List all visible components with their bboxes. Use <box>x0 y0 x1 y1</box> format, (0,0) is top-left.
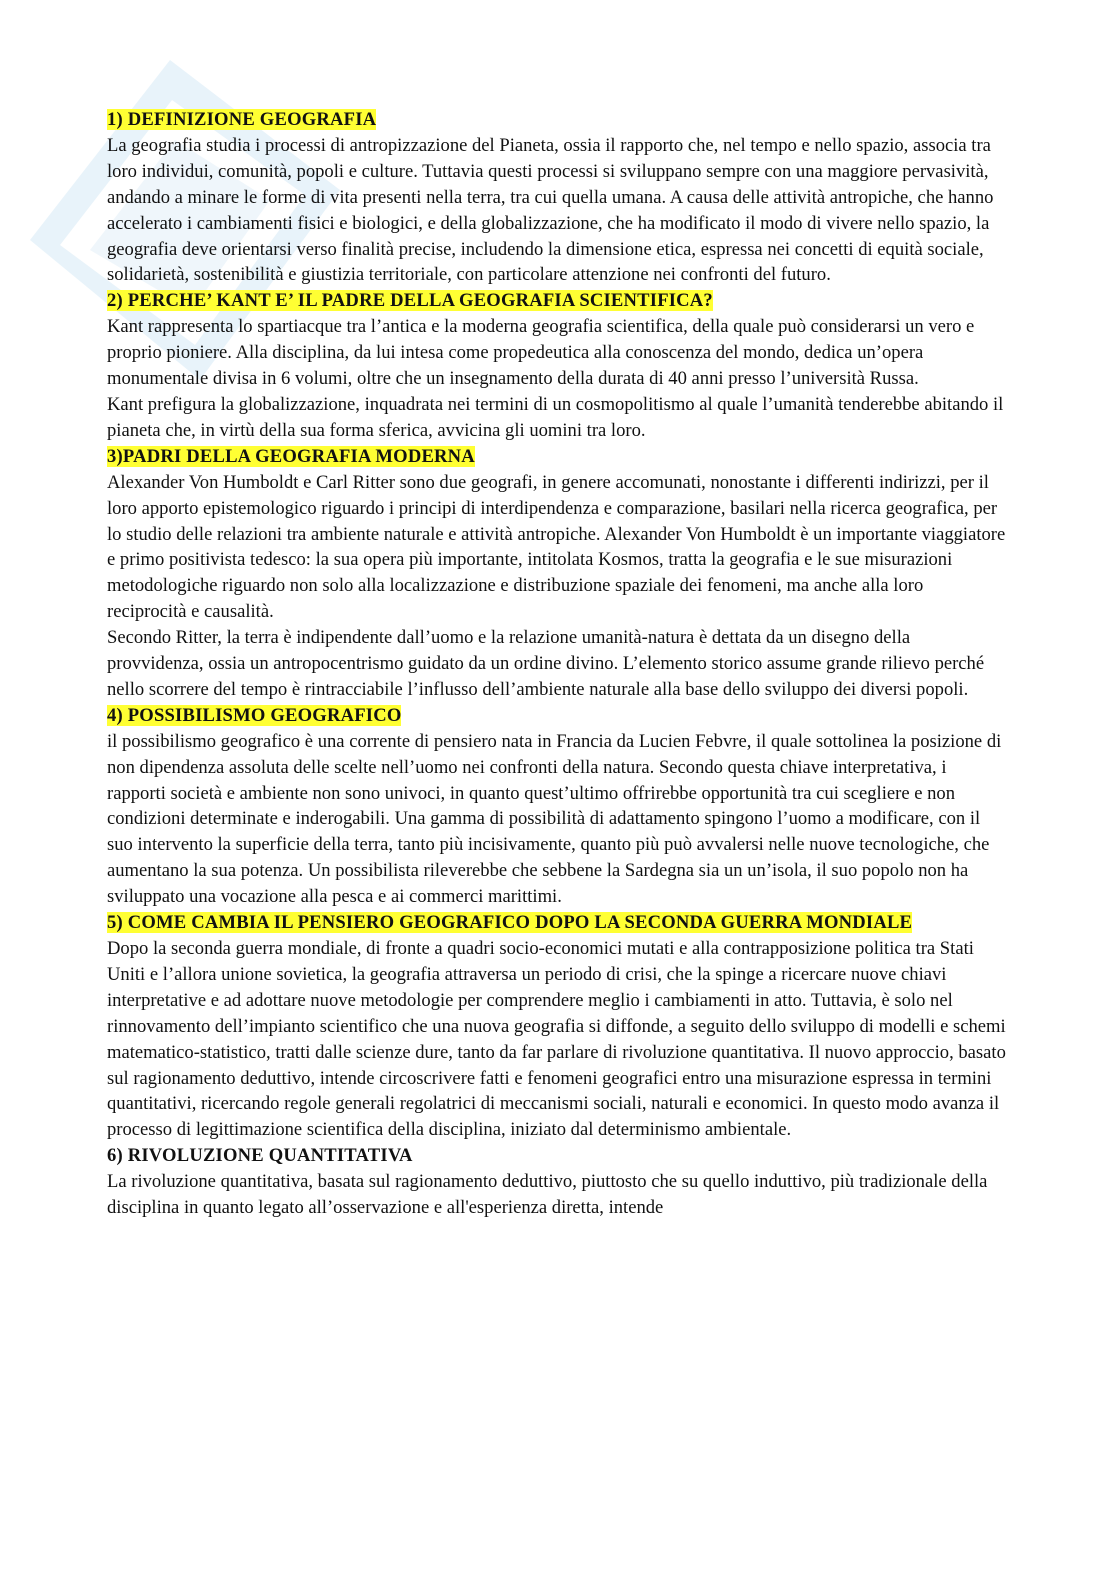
section-heading <box>107 703 1007 729</box>
body-paragraph: Secondo Ritter, la terra è indipendente dall’uomo e la relazione umanità-natura è dettata da un disegno della provvidenza, ossia un antropocentrismo guidato da un ordine divino. L’elemento storico assume grande rilievo perché nello scorrere del tempo è rintracciabile l’influsso dell’ambiente naturale alla base dello sviluppo dei diversi popoli. <box>107 627 985 700</box>
body-paragraph: La geografia studia i processi di antropizzazione del Pianeta, ossia il rapporto che, nel tempo e nello spazio, associa tra loro individui, comunità, popoli e culture. Tuttavia questi processi si sviluppano sempre con una maggiore pervasività, andando a minare le forme di vita presenti nella terra, tra cui quella umana. A causa delle attività antropiche, che hanno accelerato i cambiamenti fisici e biologici, e della globalizzazione, che ha modificato il modo di vivere nello spazio, la geografia deve orientarsi verso finalità precise, includendo la dimensione etica, espressa nei concetti di equità sociale, solidarietà, sostenibilità e giustizia territoriale, con particolare attenzione nei confronti del futuro. <box>107 134 994 286</box>
body-paragraph: La rivoluzione quantitativa, basata sul ragionamento deduttivo, piuttosto che su quello induttivo, più tradizionale della disciplina in quanto legato all’osservazione e all'esperienza diretta, intende <box>107 1171 988 1219</box>
document-page <box>107 107 1007 1221</box>
section-heading <box>107 910 1007 936</box>
body-paragraph: il possibilismo geografico è una corrente di pensiero nata in Francia da Lucien Febvre, il quale sottolinea la posizione di non dipendenza assoluta delle scelte nell’uomo nei confronti della natura. Secondo questa chiave interpretativa, i rapporti società e ambiente non sono univoci, in quanto quest’ultimo offrirebbe opportunità tra cui scegliere e non condizioni determinate e inderogabili. Una gamma di possibilità di adattamento spingono l’uomo a modificare, con il suo intervento la superficie della terra, tanto più incisivamente, quanto più può avvalersi nelle nuove tecnologiche, che aumentano la sua potenza. Un possibilista rileverebbe che sebbene la Sardegna sia un un’isola, il suo popolo non ha sviluppato una vocazione alla pesca e ai commerci marittimi. <box>107 730 1002 908</box>
section-heading <box>107 107 1007 133</box>
section-heading <box>107 1143 1007 1169</box>
section-heading-text: 2) PERCHE’ KANT E’ IL PADRE DELLA GEOGRAFIA SCIENTIFICA? <box>107 290 713 312</box>
section-heading <box>107 444 1007 470</box>
section-heading-text: 6) RIVOLUZIONE QUANTITATIVA <box>107 1145 413 1167</box>
section-heading-text: 5) COME CAMBIA IL PENSIERO GEOGRAFICO DOPO LA SECONDA GUERRA MONDIALE <box>107 912 913 934</box>
section-heading-text: 1) DEFINIZIONE GEOGRAFIA <box>107 109 377 130</box>
body-paragraph: Kant prefigura la globalizzazione, inquadrata nei termini di un cosmopolitismo al quale l’umanità tenderebbe abitando il pianeta che, in virtù della sua forma sferica, avvicina gli uomini tra loro. <box>107 393 1004 441</box>
body-paragraph: Dopo la seconda guerra mondiale, di fronte a quadri socio-economici mutati e alla contrapposizione politica tra Stati Uniti e l’allora unione sovietica, la geografia attraversa un periodo di crisi, che la spinge a ricercare nuove chiavi interpretative e ad adottare nuove metodologie per comprendere meglio i cambiamenti in atto. Tuttavia, è solo nel rinnovamento dell’impianto scientifico che una nuova geografia si diffonde, a seguito dello sviluppo di modelli e schemi matematico-statistico, tratti dalle scienze dure, tanto da far parlare di rivoluzione quantitativa. Il nuovo approccio, basato sul ragionamento deduttivo, intende circoscrivere fatti e fenomeni geografici entro una misurazione espressa in termini quantitativi, ricercando regole generali regolatrici di meccanismi sociali, naturali e economici. In questo modo avanza il processo di legittimazione scientifica della disciplina, iniziato dal determinismo ambientale. <box>107 938 1006 1141</box>
section-heading-text: 4) POSSIBILISMO GEOGRAFICO <box>107 704 402 726</box>
section-heading <box>107 288 1007 314</box>
body-paragraph: Alexander Von Humboldt e Carl Ritter sono due geografi, in genere accomunati, nonostante i differenti indirizzi, per il loro apporto epistemologico riguardo i principi di interdipendenza e comparazione, basilari nella ricerca geografica, per lo studio delle relazioni tra ambiente naturale e attività antropiche. Alexander Von Humboldt è un importante viaggiatore e primo positivista tedesco: la sua opera più importante, intitolata Kosmos, tratta la geografia e le sue misurazioni metodologiche riguardo non solo alla localizzazione e distribuzione spaziale dei fenomeni, ma anche alla loro reciprocità e causalità. <box>107 471 1006 623</box>
section-heading-text: 3)PADRI DELLA GEOGRAFIA MODERNA <box>107 445 475 467</box>
body-paragraph: Kant rappresenta lo spartiacque tra l’antica e la moderna geografia scientifica, della quale può considerarsi un vero e proprio pioniere. Alla disciplina, da lui intesa come propedeutica alla conoscenza del mondo, dedica un’opera monumentale divisa in 6 volumi, oltre che un insegnamento della durata di 40 anni presso l’università Russa. <box>107 316 975 390</box>
